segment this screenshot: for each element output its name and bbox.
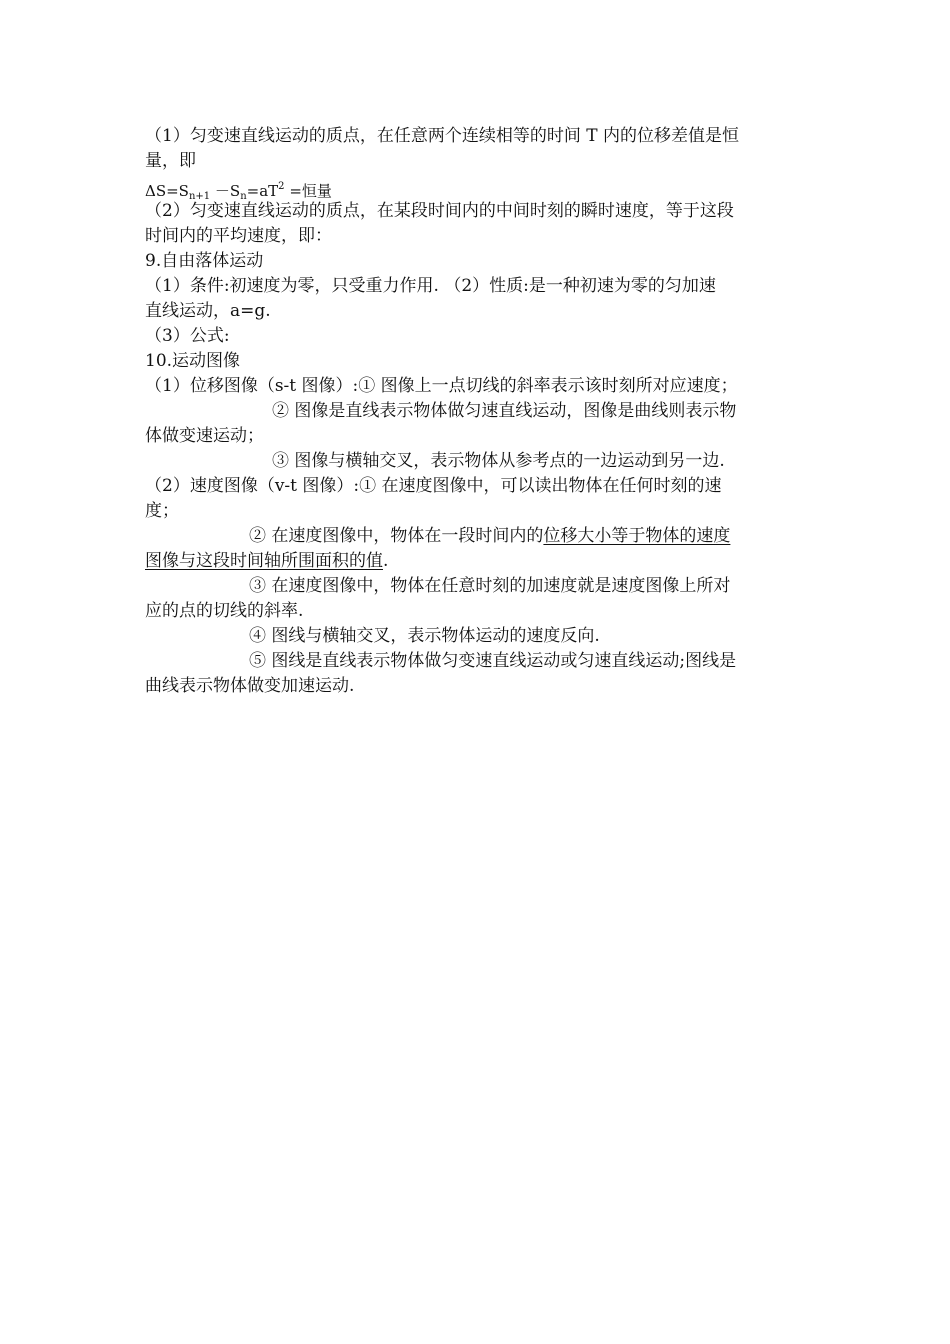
text-line (145, 549, 810, 574)
text-line: ⑤ 图线是直线表示物体做匀变速直线运动或匀速直线运动;图线是 (249, 651, 737, 671)
text-segment: ② 在速度图像中，物体在一段时间内的 (249, 526, 544, 546)
text-line: （2）匀变速直线运动的质点，在某段时间内的中间时刻的瞬时速度，等于这段 (145, 201, 734, 221)
text-line: 量，即 (145, 151, 196, 171)
underlined-text: 位移大小等于物体的速度 (543, 526, 731, 546)
section-heading: 10.运动图像 (145, 351, 241, 371)
text-line: 曲线表示物体做变加速运动. (145, 676, 355, 696)
formula-subscript: n (240, 191, 247, 202)
text-line (145, 524, 810, 549)
text-line: 直线运动，a=g. (145, 301, 271, 321)
formula-subscript: n+1 (188, 191, 211, 202)
text-line: （3）公式: (145, 326, 230, 346)
formula-part: －S (210, 182, 241, 200)
formula-part: =恒量 (284, 182, 332, 200)
text-line: （1）位移图像（s-t 图像）:① 图像上一点切线的斜率表示该时刻所对应速度； (145, 376, 738, 396)
text-line: 度； (145, 501, 179, 521)
text-line: （1）匀变速直线运动的质点，在任意两个连续相等的时间 T 内的位移差值是恒 (145, 126, 739, 146)
formula-part: =aT (246, 182, 279, 200)
text-line: ④ 图线与横轴交叉，表示物体运动的速度反向. (249, 626, 600, 646)
text-line: ③ 图像与横轴交叉，表示物体从参考点的一边运动到另一边. (272, 451, 725, 471)
formula-line (145, 174, 810, 202)
document-body (145, 124, 810, 699)
text-line: 应的点的切线的斜率. (145, 601, 304, 621)
text-line: （1）条件:初速度为零，只受重力作用. （2）性质:是一种初速为零的匀加速 (145, 276, 716, 296)
text-line: ③ 在速度图像中，物体在任意时刻的加速度就是速度图像上所对 (249, 576, 731, 596)
text-line: 时间内的平均速度，即： (145, 226, 332, 246)
formula-part: ΔS=S (145, 182, 189, 200)
text-line: ② 图像是直线表示物体做匀速直线运动，图像是曲线则表示物 (272, 401, 737, 421)
text-line: （2）速度图像（v-t 图像）:① 在速度图像中，可以读出物体在任何时刻的速 (145, 476, 722, 496)
formula-superscript: 2 (278, 181, 285, 192)
underlined-text: 图像与这段时间轴所围面积的值 (145, 551, 383, 571)
section-heading: 9.自由落体运动 (145, 251, 264, 271)
text-line: 体做变速运动； (145, 426, 264, 446)
text-segment: . (383, 551, 389, 571)
